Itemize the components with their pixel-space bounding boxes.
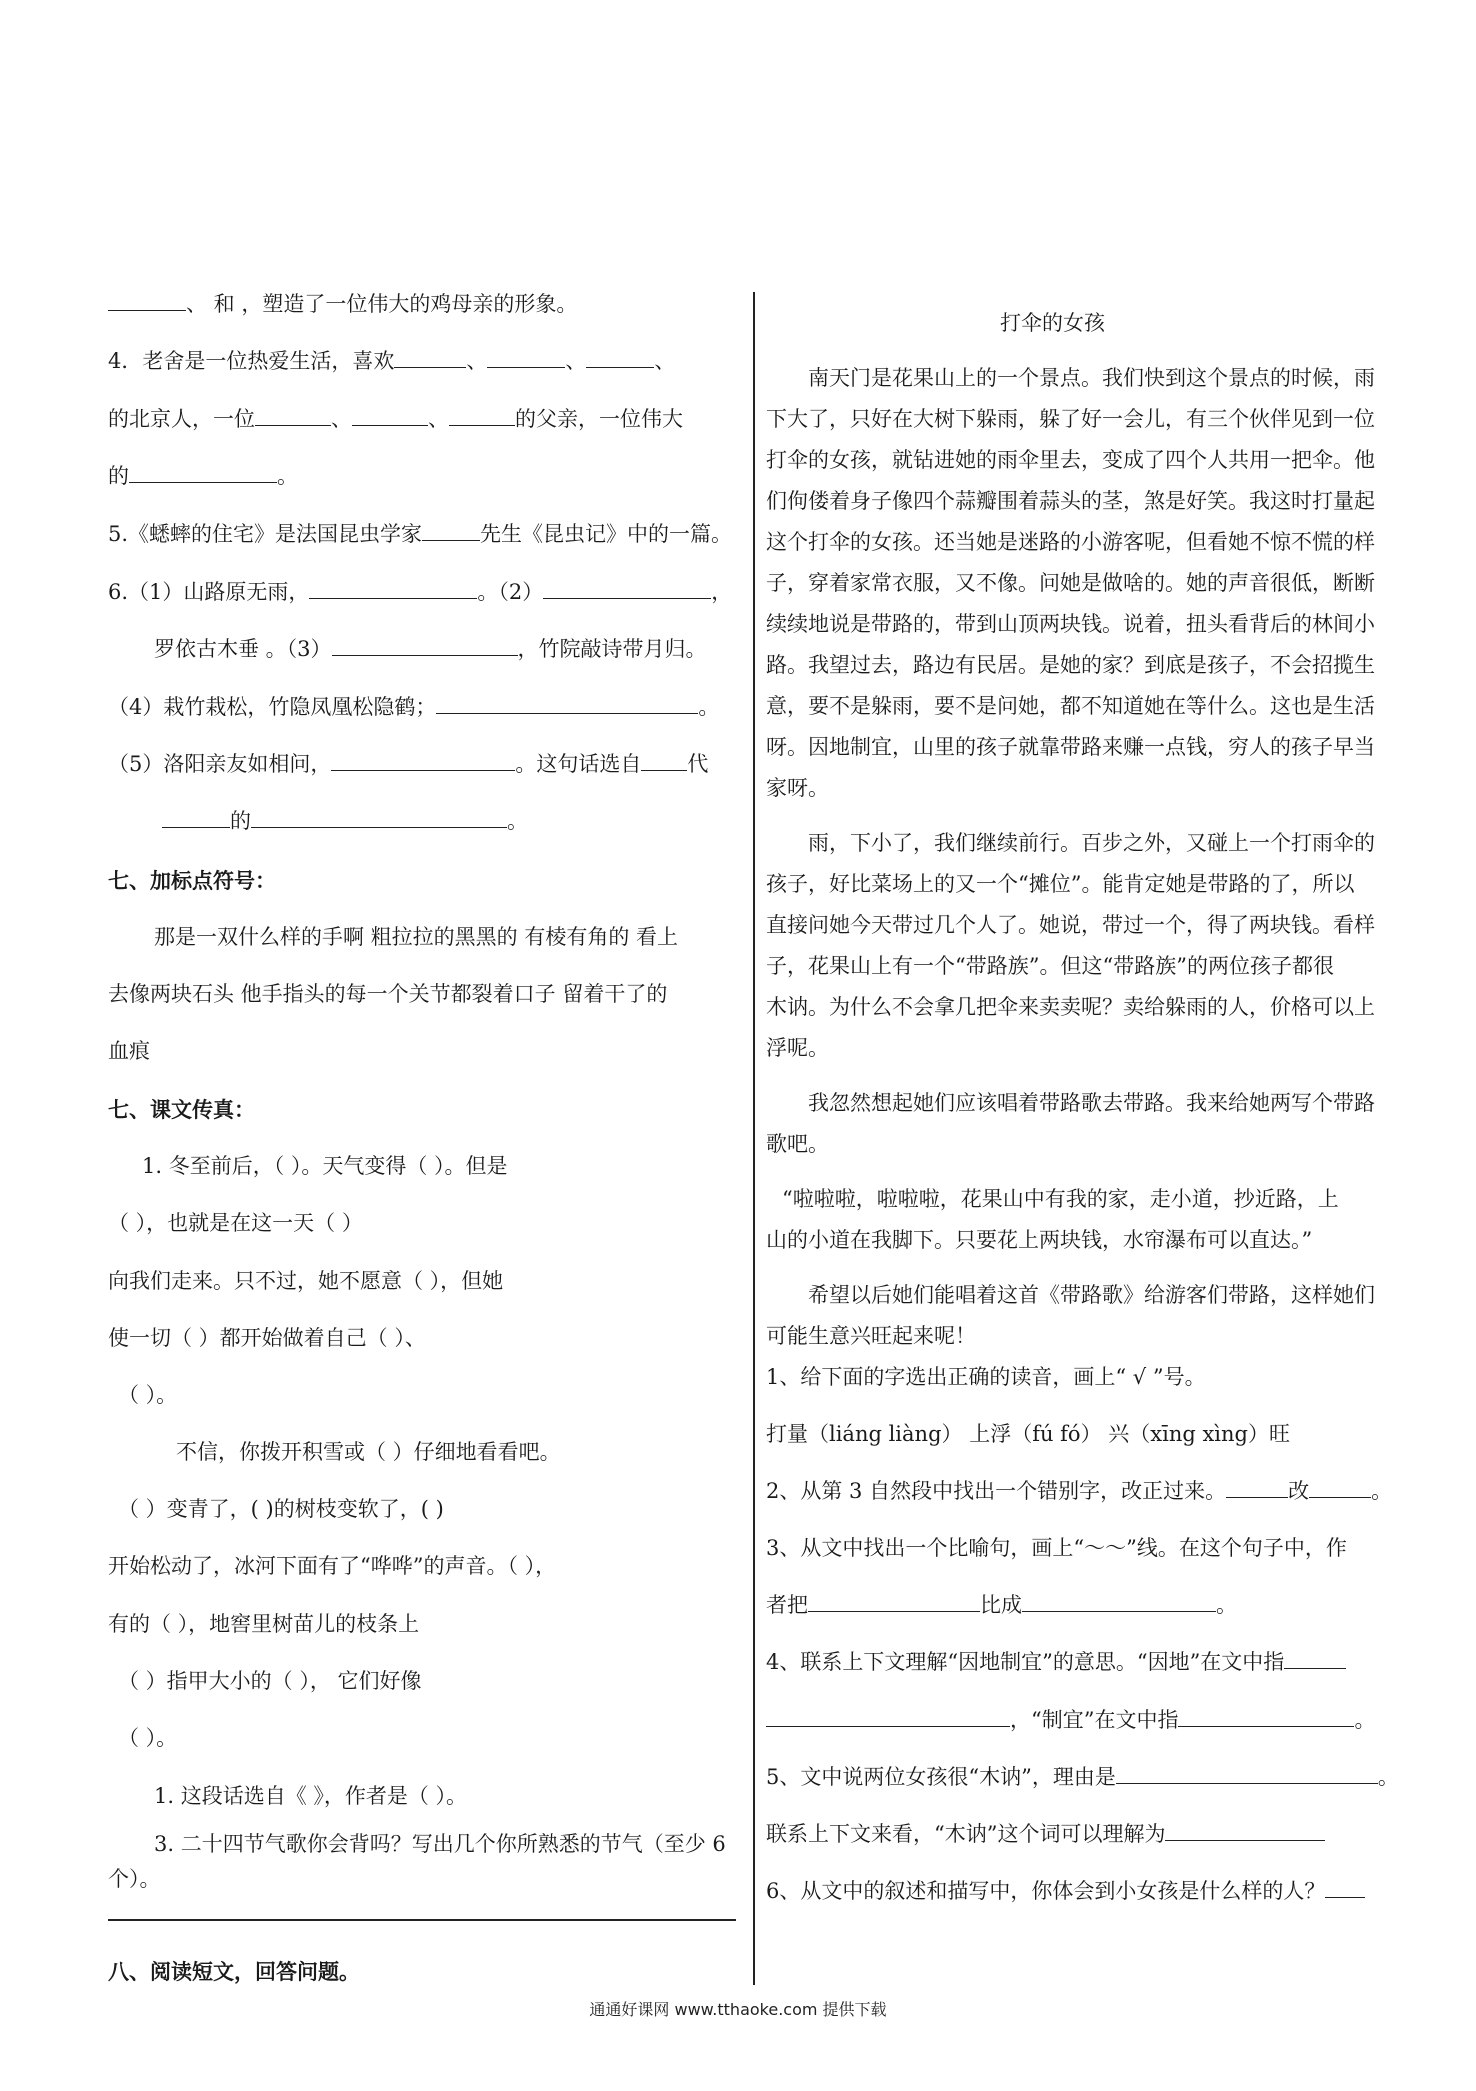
- recall-line-9: 有的（ ），地窖里树苗儿的枝条上: [108, 1612, 420, 1636]
- question-6-line-5: 的 。: [162, 807, 528, 835]
- text: 的北京人，一位: [108, 407, 255, 431]
- text: 6、从文中的叙述和描写中，你体会到小女孩是什么样的人？: [766, 1879, 1326, 1903]
- answer-blank[interactable]: [641, 750, 687, 771]
- answer-blank[interactable]: [1226, 1477, 1288, 1498]
- answer-blank[interactable]: [1022, 1591, 1216, 1612]
- passage-line: 子，花果山上有一个“带路族”。但这“带路族”的两位孩子都很: [766, 954, 1334, 978]
- question-6-line-3: （4）栽竹栽松，竹隐凤凰松隐鹤； 。: [108, 695, 720, 719]
- text: 比成: [980, 1593, 1022, 1617]
- text: 的: [108, 464, 129, 488]
- passage-line: 希望以后她们能唱着这首《带路歌》给游客们带路，这样她们: [808, 1283, 1375, 1307]
- text: 。（2）: [477, 580, 544, 604]
- text: 。这句话选自: [515, 752, 642, 776]
- answer-blank[interactable]: [108, 290, 186, 311]
- answer-blank[interactable]: [1178, 1706, 1354, 1727]
- recall-line-8: 开始松动了，冰河下面有了“哗哗”的声音。（ ），: [108, 1554, 557, 1578]
- passage-line: “啦啦啦，啦啦啦，花果山中有我的家，走小道，抄近路，上: [782, 1187, 1339, 1211]
- text: 联系上下文来看，“木讷”这个词可以理解为: [766, 1822, 1166, 1846]
- passage-line: 这个打伞的女孩。还当她是迷路的小游客呢，但看她不惊不慌的样: [766, 530, 1375, 554]
- exercise-5: 5、文中说两位女孩很“木讷”，理由是 。: [766, 1765, 1399, 1789]
- recall-question-1: 1. 这段话选自《 》，作者是（ ）。: [154, 1784, 468, 1808]
- answer-blank[interactable]: [766, 1706, 1010, 1727]
- text: 5、文中说两位女孩很“木讷”，理由是: [766, 1765, 1116, 1789]
- text: 6.（1）山路原无雨，: [108, 580, 310, 604]
- answer-blank[interactable]: [422, 520, 480, 541]
- answer-blank[interactable]: [162, 807, 230, 828]
- exercise-3-cont: 者把 比成 。: [766, 1593, 1237, 1617]
- recall-line-11: （ ）。: [118, 1726, 178, 1750]
- answer-blank[interactable]: [487, 347, 565, 368]
- answer-blank[interactable]: [331, 750, 515, 771]
- answer-blank[interactable]: [1309, 1477, 1371, 1498]
- line-chicken-mother: [108, 290, 577, 318]
- answer-blank[interactable]: [449, 405, 515, 426]
- section-heading-reading: 八、阅读短文，回答问题。: [108, 1959, 360, 1984]
- answer-blank[interactable]: [1116, 1763, 1378, 1784]
- passage-line: 山的小道在我脚下。只要花上两块钱，水帘瀑布可以直达。”: [766, 1228, 1313, 1252]
- passage-line: 呀。因地制宜，山里的孩子就靠带路来赚一点钱，穷人的孩子早当: [766, 735, 1375, 759]
- passage-line: 浮呢。: [766, 1036, 829, 1060]
- passage-line: 歌吧。: [766, 1132, 829, 1156]
- text: 代: [687, 752, 709, 776]
- exercise-1-options: 打量（liáng liàng） 上浮（fú fó） 兴（xīng xìng）旺: [766, 1422, 1290, 1446]
- answer-blank[interactable]: [129, 462, 277, 483]
- question-5: [108, 520, 732, 548]
- question-6-line-2: [154, 635, 707, 663]
- question-4-line-3: 的 。: [108, 464, 298, 488]
- text: （4）栽竹栽松，竹隐凤凰松隐鹤；: [108, 695, 437, 719]
- exercise-6: [766, 1877, 1365, 1905]
- text: ，竹院敲诗带月归。: [517, 637, 707, 661]
- text: 的父亲，一位伟大: [515, 407, 683, 431]
- answer-blank[interactable]: [586, 347, 654, 368]
- punctuation-line-1: 那是一双什么样的手啊 粗拉拉的黑黑的 有棱有角的 看上: [154, 925, 679, 949]
- recall-line-4: 使一切（ ）都开始做着自己（ ）、: [108, 1326, 426, 1350]
- passage-line: 子，穿着家常衣服，又不像。问她是做啥的。她的声音很低，断断: [766, 571, 1375, 595]
- answer-blank[interactable]: [309, 578, 477, 599]
- answer-blank[interactable]: [251, 807, 507, 828]
- text: 4．老舍是一位热爱生活，喜欢: [108, 349, 395, 373]
- text: 5.《蟋蟀的住宅》是法国昆虫学家: [108, 522, 423, 546]
- passage-line: 可能生意兴旺起来呢！: [766, 1324, 976, 1348]
- passage-line: 打伞的女孩，就钻进她的雨伞里去，变成了四个人共用一把伞。他: [766, 448, 1375, 472]
- passage-line: 孩子，好比菜场上的又一个“摊位”。能肯定她是带路的了，所以: [766, 872, 1355, 896]
- question-6-line-4: [108, 750, 708, 778]
- exercise-4: [766, 1648, 1346, 1676]
- punctuation-line-2: 去像两块石头 他手指头的每一个关节都裂着口子 留着干了的: [108, 982, 668, 1006]
- exercise-3: 3、从文中找出一个比喻句，画上“～～”线。在这个句子中，作: [766, 1536, 1347, 1560]
- answer-blank[interactable]: [1325, 1877, 1365, 1898]
- punctuation-line-3: 血痕: [108, 1039, 150, 1063]
- passage-line: 家呀。: [766, 776, 829, 800]
- passage-line: 们佝偻着身子像四个蒜瓣围着蒜头的茎，煞是好笑。我这时打量起: [766, 489, 1375, 513]
- text: 罗依古木垂 。（3）: [154, 637, 332, 661]
- recall-question-3: 3. 二十四节气歌你会背吗？写出几个你所熟悉的节气（至少 6: [154, 1832, 726, 1856]
- answer-blank[interactable]: [1284, 1648, 1346, 1669]
- exercise-5-cont: [766, 1820, 1325, 1848]
- passage-line: 路。我望过去，路边有民居。是她的家？到底是孩子，不会招揽生: [766, 653, 1375, 677]
- text: ，“制宜”在文中指: [1010, 1708, 1179, 1732]
- text: 2、从第 3 自然段中找出一个错别字，改正过来。: [766, 1479, 1227, 1503]
- text: 、 和 ，塑造了一位伟大的鸡母亲的形象。: [186, 292, 578, 316]
- passage-line: 意，要不是躲雨，要不是问她，都不知道她在等什么。这也是生活: [766, 694, 1375, 718]
- text: 4、联系上下文理解“因地制宜”的意思。“因地”在文中指: [766, 1650, 1285, 1674]
- exercise-4-cont: ，“制宜”在文中指 。: [766, 1706, 1375, 1734]
- section-heading-text-recall: 七、课文传真：: [108, 1097, 255, 1122]
- passage-line: 南天门是花果山上的一个景点。我们快到这个景点的时候，雨: [808, 366, 1375, 390]
- exercise-2: 2、从第 3 自然段中找出一个错别字，改正过来。 改 。: [766, 1479, 1393, 1503]
- recall-line-5: （ ）。: [118, 1383, 178, 1407]
- recall-line-2: （ ），也就是在这一天（ ）: [108, 1211, 363, 1235]
- passage-line: 下大了，只好在大树下躲雨，躲了好一会儿，有三个伙伴见到一位: [766, 407, 1375, 431]
- text: 的: [230, 809, 251, 833]
- passage-line: 我忽然想起她们应该唱着带路歌去带路。我来给她两写个带路: [808, 1091, 1375, 1115]
- passage-line: 续续地说是带路的，带到山顶两块钱。说着，扭头看背后的林间小: [766, 612, 1375, 636]
- passage-title: 打伞的女孩: [1000, 311, 1105, 335]
- section-heading-punctuation: 七、加标点符号：: [108, 868, 276, 893]
- answer-blank[interactable]: [808, 1591, 980, 1612]
- text: 先生《昆虫记》中的一篇。: [480, 522, 733, 546]
- answer-blank[interactable]: [352, 405, 428, 426]
- exercise-1: 1、给下面的字选出正确的读音，画上“ √ ”号。: [766, 1365, 1206, 1389]
- text: 改: [1288, 1479, 1310, 1503]
- answer-blank[interactable]: [332, 635, 518, 656]
- passage-line: 木讷。为什么不会拿几把伞来卖卖呢？卖给躲雨的人，价格可以上: [766, 995, 1375, 1019]
- answer-blank[interactable]: [1165, 1820, 1325, 1841]
- answer-blank[interactable]: [255, 405, 331, 426]
- recall-line-3: 向我们走来。只不过，她不愿意（ ），但她: [108, 1269, 504, 1293]
- question-6-line-1: 6.（1）山路原无雨， 。（2） ，: [108, 580, 733, 604]
- recall-line-10: （ ）指甲大小的（ ）， 它们好像: [118, 1669, 422, 1693]
- answer-blank[interactable]: [543, 578, 711, 599]
- footer-credit: 通通好课网 www.tthaoke.com 提供下载: [589, 2000, 887, 2019]
- answer-blank[interactable]: [436, 693, 698, 714]
- text: （5）洛阳亲友如相问，: [108, 752, 332, 776]
- question-4-line-2: 的北京人，一位 、 、 的父亲，一位伟大: [108, 407, 683, 431]
- passage-line: 雨，下小了，我们继续前行。百步之外，又碰上一个打雨伞的: [808, 831, 1375, 855]
- answer-blank[interactable]: [394, 347, 466, 368]
- section-rule: [108, 1919, 736, 1921]
- text: 者把: [766, 1593, 808, 1617]
- recall-line-1: 1. 冬至前后，（ ）。天气变得（ ）。但是: [142, 1154, 508, 1178]
- column-divider: [753, 292, 755, 1985]
- recall-line-7: （ ）变青了，( )的树枝变软了，( ): [118, 1497, 444, 1521]
- recall-question-3-cont: 个）。: [108, 1867, 161, 1891]
- passage-line: 直接问她今天带过几个人了。她说，带过一个，得了两块钱。看样: [766, 913, 1375, 937]
- recall-line-6: 不信，你拨开积雪或（ ）仔细地看看吧。: [176, 1440, 561, 1464]
- question-4-line-1: 4．老舍是一位热爱生活，喜欢 、 、 、: [108, 349, 676, 373]
